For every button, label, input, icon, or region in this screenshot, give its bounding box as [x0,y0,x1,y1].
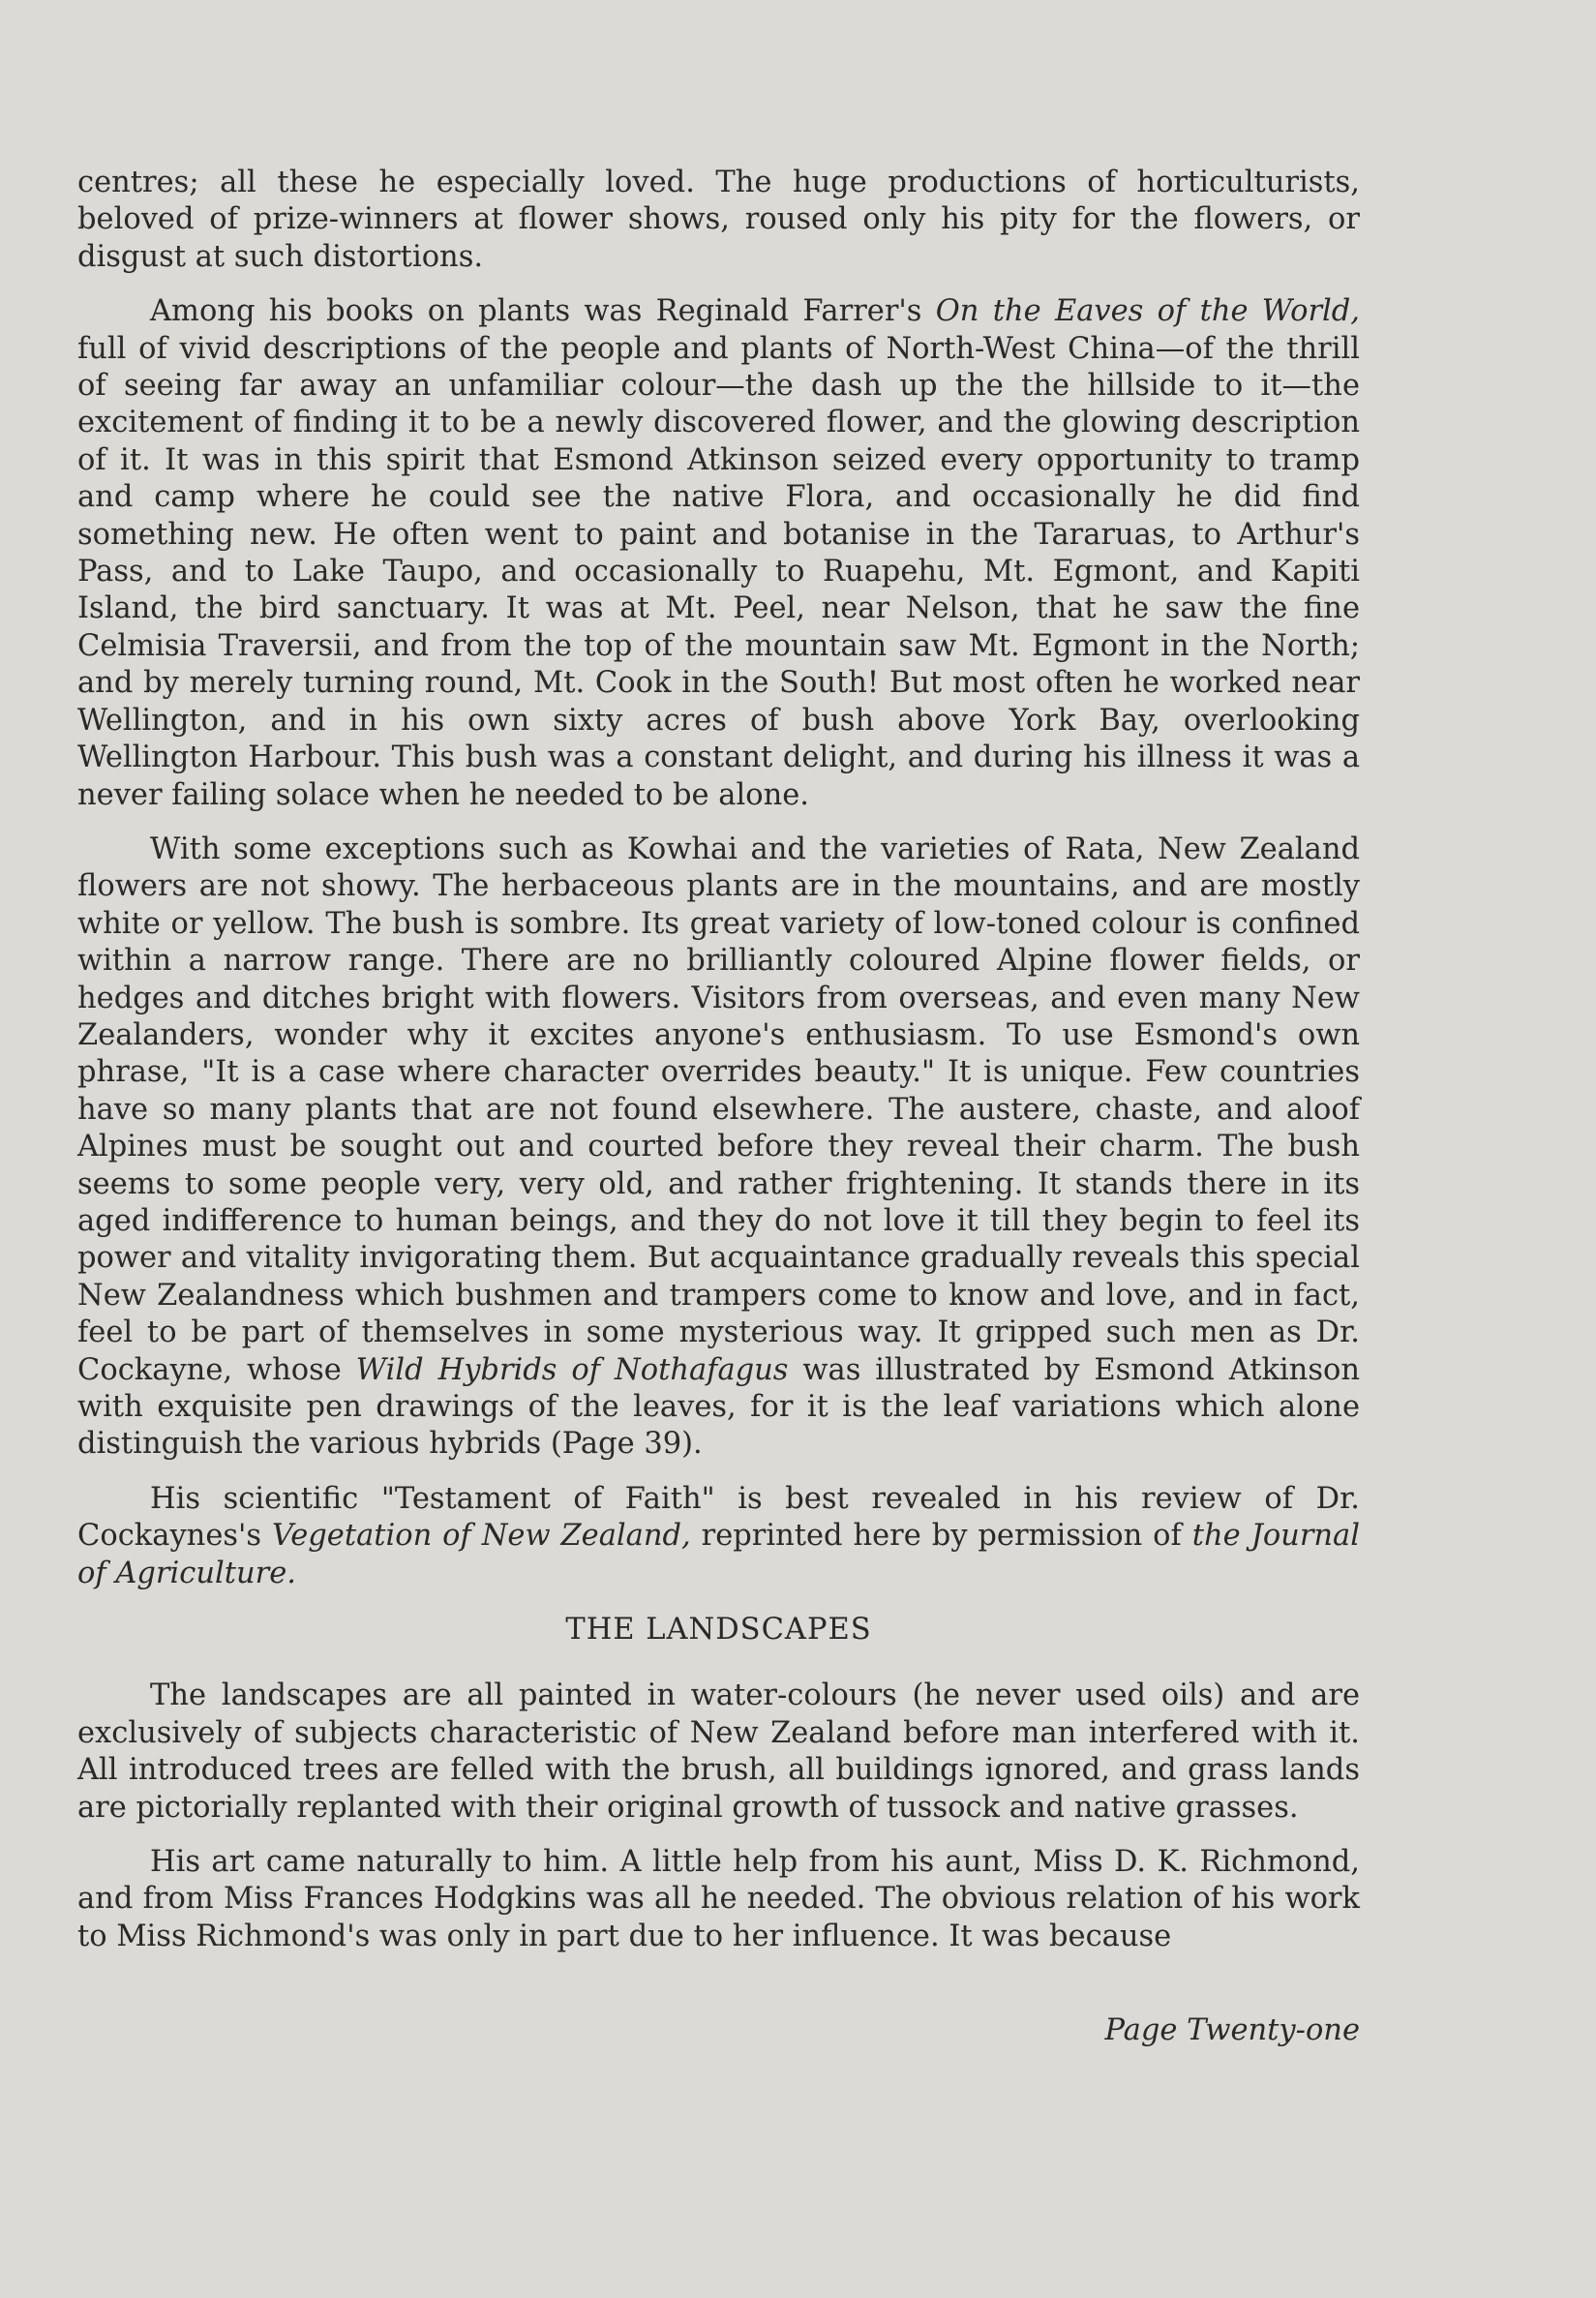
paragraph-2-text-a: Among his books on plants was Reginald Farrer's [150,294,936,329]
paragraph-3-text-a: With some exceptions such as Kowhai and the varieties of Rata, New Zealand flowers are not showy. The herbaceous plants are in the mountains, and are mostly white or yellow. The bush is sombre. Its great variety of low-toned colour is confined within a narrow range. There are no brilliantly coloured Alpine flower fields, or hedges and ditches bright with flowers. Visitors from overseas, and even many New Zealanders, wonder why it excites anyone's enthusiasm. To use Esmond's own phrase, "It is a case where character overrides beauty." It is unique. Few countries have so many plants that are not found elsewhere. The austere, chaste, and aloof Alpines must be sought out and courted before they reveal their charm. The bush seems to some people very, very old, and rather frightening. It stands there in its aged indifference to human beings, and they do not love it till they begin to feel its power and vitality invigorating them. But acquaintance gradually reveals this special New Zealandness which bushmen and trampers come to know and love, and in fact, feel to be part of themselves in some mysterious way. It gripped such men as Dr. Cockayne, whose [77,832,1360,1387]
paragraph-1 [77,165,1360,276]
paragraph-5-text: The landscapes are all painted in water-colours (he never used oils) and are exclusively of subjects characteristic of New Zealand before man interfered with it. All introduced trees are felled with the brush, all buildings ignored, and grass lands are pictorially replanted with their original growth of tussock and native grasses. [77,1678,1360,1825]
book-title-vegetation-of-new-zealand: Vegetation of New Zealand, [271,1519,691,1554]
journal-title: the Journal of Agriculture. [77,1519,1360,1590]
paragraph-4-text-b: reprinted here by permission of [690,1519,1192,1554]
paragraph-2-text-b: full of vivid descriptions of the people and plants of North-West China—of the thrill of seeing far away an unfamiliar colour—the dash up the the hillside to it—the excitement of finding it to be a newly discovered flower, and the glowing description of it. It was in this spirit that Esmond Atkinson seized every opportunity to tramp and camp where he could see the native Flora, and occasionally he did find something new. He often went to paint and botanise in the Tararuas, to Arthur's Pass, and to Lake Taupo, and occasionally to Ruapehu, Mt. Egmont, and Kapiti Island, the bird sanctuary. It was at Mt. Peel, near Nelson, that he saw the fine Celmisia Traversii, and from the top of the mountain saw Mt. Egmont in the North; and by merely turning round, Mt. Cook in the South! But most often he worked near Wellington, and in his own sixty acres of bush above York Bay, overlooking Wellington Harbour. This bush was a constant delight, and during his illness it was a never failing solace when he needed to be alone. [77,331,1360,812]
paragraph-6 [77,1844,1360,1955]
section-heading: THE LANDSCAPES [565,1613,872,1648]
paragraph-3 [77,832,1360,1464]
paragraph-4-text-a: His scientific "Testament of Faith" is best revealed in his review of Dr. Cockaynes's [77,1481,1360,1554]
body-text [77,165,1360,1955]
page-number: Page Twenty-one [1104,2013,1360,2047]
book-title-eaves-of-the-world: On the Eaves of the World, [935,294,1361,329]
paragraph-4 [77,1481,1360,1592]
book-title-wild-hybrids: Wild Hybrids of Nothafagus [355,1352,789,1387]
paragraph-5 [77,1678,1360,1827]
paragraph-3-text-b: was illustrated by Esmond Atkinson with exquisite pen drawings of the leaves, for it is the leaf variations which alone distinguish the various hybrids (Page 39). [77,1352,1360,1462]
paragraph-1-text: centres; all these he especially loved. The huge productions of horticulturists, beloved of prize-winners at flower shows, roused only his pity for the flowers, or disgust at such distortions. [77,166,1360,274]
paragraph-6-text: His art came naturally to him. A little help from his aunt, Miss D. K. Richmond, and from Miss Frances Hodgkins was all he needed. The obvious relation of his work to Miss Richmond's was only in part due to her influence. It was because [77,1845,1360,1953]
paragraph-2 [77,293,1360,814]
